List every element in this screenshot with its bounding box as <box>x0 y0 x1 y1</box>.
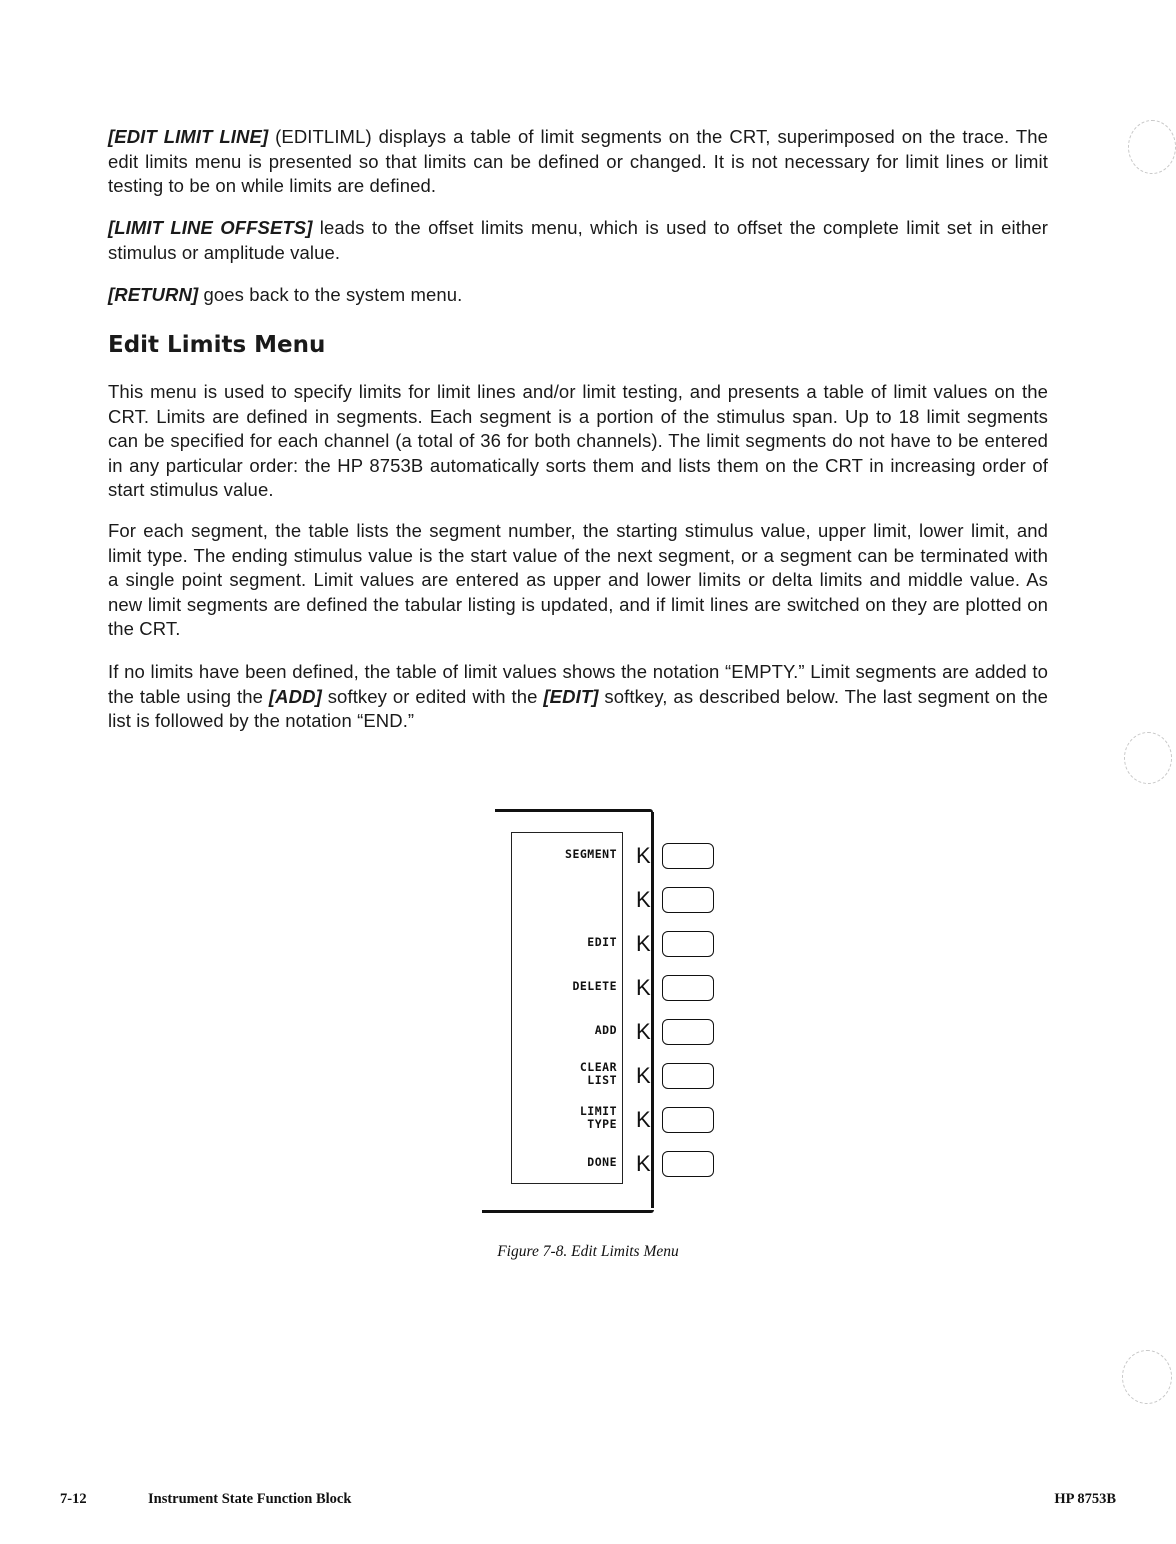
softkey-pointer-icon: K <box>636 975 651 1000</box>
softkey-label-line2: LIST <box>587 1073 617 1087</box>
model-name: HP 8753B <box>1054 1491 1116 1507</box>
edit-key: [EDIT] <box>543 685 599 707</box>
softkey-label-line1: CLEAR <box>579 1060 617 1074</box>
para3-part3: softkey, as described below. The last segment on the list is followed by the notation “END.” <box>108 685 1049 731</box>
softkey-pointer-icon: K <box>636 843 651 868</box>
softkey-label-line1: DONE <box>587 1155 617 1169</box>
chapter-title: Instrument State Function Block <box>148 1491 352 1507</box>
edit-limit-line-paragraph <box>108 125 1048 199</box>
softkey-button-3 <box>662 931 714 957</box>
softkey-label-segment <box>513 848 617 861</box>
crt-bottom-edge <box>482 1210 654 1213</box>
limit-line-offsets-text: leads to the offset limits menu, which is used to offset the complete limit set in either stimulus or amplitude value. <box>108 217 1048 263</box>
softkey-button-4 <box>662 975 714 1001</box>
section-paragraph-3 <box>108 660 1048 734</box>
softkey-pointer-icon: K <box>636 1151 651 1176</box>
add-key: [ADD] <box>268 685 322 707</box>
para3-part2: softkey or edited with the <box>321 685 544 707</box>
softkey-label-line1: EDIT <box>587 935 617 949</box>
softkey-pointer-icon: K <box>636 1063 651 1088</box>
return-key: [RETURN] <box>108 284 199 305</box>
softkey-label-done <box>513 1156 617 1169</box>
softkey-button-2 <box>662 887 714 913</box>
punch-hole-middle <box>1124 732 1172 784</box>
page-number: 7-12 <box>60 1491 87 1507</box>
figure-caption: Figure 7-8. Edit Limits Menu <box>497 1243 679 1260</box>
softkey-pointer-icon: K <box>636 1107 651 1132</box>
softkey-button-6 <box>662 1063 714 1089</box>
softkey-button-7 <box>662 1107 714 1133</box>
section-paragraph-1: This menu is used to specify limits for limit lines and/or limit testing, and presents a table of limit values on the CRT. Limits are defined in segments. Each segment is a portion of the stimulus span. Up to 18 limit segments can be specified for each channel (a total of 36 for both channels). The limit segments do not have to be entered in any particular order: the HP 8753B automatically sorts them and lists them on the CRT in increasing order of start stimulus value. <box>108 381 1048 500</box>
return-text: goes back to the system menu. <box>198 284 463 305</box>
softkey-label-line2: TYPE <box>587 1117 617 1131</box>
softkey-label-clear <box>513 1061 617 1087</box>
punch-hole-bottom <box>1122 1350 1172 1404</box>
softkey-label-line1: ADD <box>594 1023 617 1037</box>
softkey-label-line1: LIMIT <box>579 1104 617 1118</box>
limit-line-offsets-key: [LIMIT LINE OFFSETS] <box>108 217 313 238</box>
crt-top-edge <box>495 809 645 812</box>
punch-hole-top <box>1128 120 1176 174</box>
softkey-button-8 <box>662 1151 714 1177</box>
edit-limit-line-text: (EDITLIML) displays a table of limit segments on the CRT, superimposed on the trace. The edit limits menu is presented so that limits can be defined or changed. It is not necessary for limit lines or limit testing to be on while limits are defined. <box>108 126 1048 196</box>
crt-right-edge <box>651 812 654 1208</box>
return-paragraph <box>108 283 1048 308</box>
softkey-label-limit <box>513 1105 617 1131</box>
softkey-menu-box <box>511 832 623 1184</box>
section-heading: Edit Limits Menu <box>108 332 326 358</box>
softkey-button-5 <box>662 1019 714 1045</box>
para3-part1: If no limits have been defined, the table of limit values shows the notation “EMPTY.” Limit segments are added to the table using the <box>108 661 1048 707</box>
section-paragraph-2: For each segment, the table lists the segment number, the starting stimulus value, upper limit, lower limit, and limit type. The ending stimulus value is the start value of the next segment, or a segment can be terminated with a single point segment. Limit values are entered as upper and lower limits or delta limits and middle value. As new limit segments are defined the tabular listing is updated, and if limit lines are switched on they are plotted on the CRT. <box>108 520 1048 639</box>
softkey-label-delete <box>513 980 617 993</box>
softkey-label-edit <box>513 936 617 949</box>
softkey-pointer-icon: K <box>636 931 651 956</box>
softkey-pointer-icon: K <box>636 887 651 912</box>
softkey-label-line1: DELETE <box>572 979 617 993</box>
limit-line-offsets-paragraph <box>108 216 1048 265</box>
softkey-button-1 <box>662 843 714 869</box>
edit-limit-line-key: [EDIT LIMIT LINE] <box>108 126 269 147</box>
softkey-label-add <box>513 1024 617 1037</box>
softkey-label-line1: SEGMENT <box>565 847 617 861</box>
softkey-pointer-icon: K <box>636 1019 651 1044</box>
